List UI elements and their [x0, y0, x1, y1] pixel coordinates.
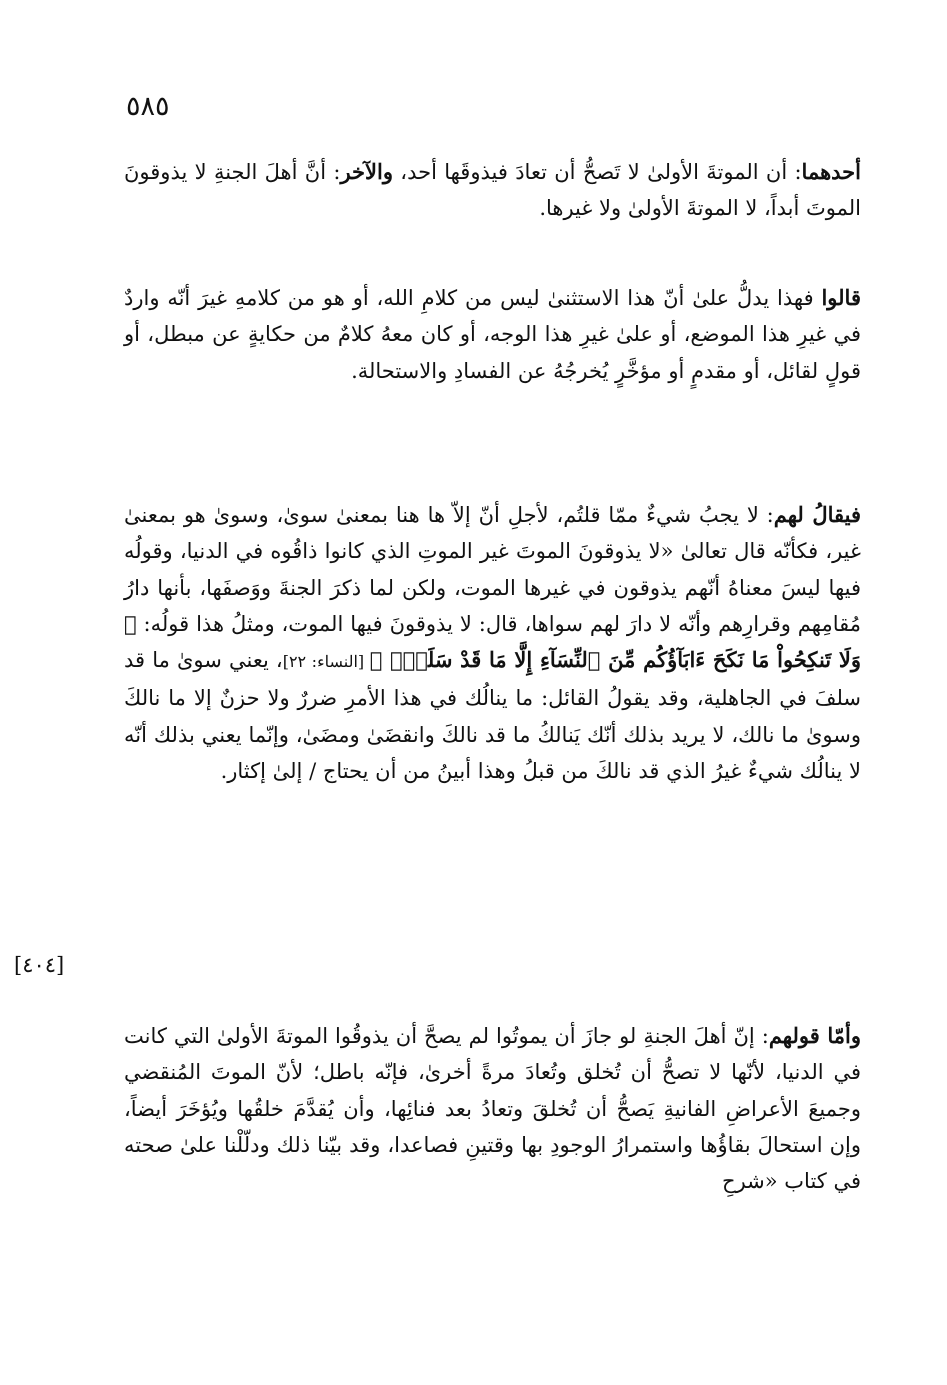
paragraph-1 [124, 154, 861, 227]
verse-reference: [النساء: ٢٢] [282, 652, 370, 672]
paragraph-text: : لا يجبُ شيءٌ ممّا قلتُم، لأجلِ أنّ إلاّ ها هنا بمعنىٰ سوىٰ، وسوىٰ هو بمعنىٰ غير، فكأنّه قال تعالىٰ «لا يذوقونَ الموتَ غير الموتِ الذي كانوا ذاقُوه في الدنيا، وقولُه فيها ليسَ معناهُ أنّهم يذوقون في غيرها الموت، ولكن لما ذكرَ الجنةَ ووَصفَها، بأنها دارُ مُقامِهم وقرارِهم وأنّه لا دارَ لهم سواها، قال: لا يذوقونَ فيها الموت، ومثلُ هذا قولُه: [124, 503, 861, 636]
paragraph-lead: قالوا [821, 285, 861, 310]
paragraph-text: : أنَّ أهلَ الجنةِ لا يذوقونَ الموتَ أبداً، لا الموتةَ الأولىٰ ولا غيرها. [124, 160, 861, 221]
paragraph-lead: أحدهما [801, 159, 861, 184]
paragraph-4 [124, 1018, 861, 1199]
page-number: ٥٨٥ [126, 91, 170, 122]
paragraph-lead: والآخر [340, 159, 393, 184]
paragraph-lead: وأمّا قولهم [768, 1023, 861, 1048]
paragraph-text: فهذا يدلُّ علىٰ أنّ هذا الاستثنىٰ ليس من كلامِ الله، أو هو من كلامهِ غيرَ أنّه واردٌ في غيرِ هذا الموضع، أو علىٰ غيرِ هذا الوجه، أو كان معهُ كلامٌ من حكايةٍ عن مبطل، أو قولٍ لقائل، أو مقدمٍ أو مؤخَّرٍ يُخرجُهُ عن الفسادِ والاستحالة. [124, 286, 861, 383]
paragraph-text: ، يعني سوىٰ ما قد سلفَ في الجاهلية، وقد يقولُ القائل: ما ينالُك في هذا الأمرِ ضررٌ ولا حزنٌ إلا ما نالكَ وسوىٰ ما نالك، لا يريد بذلك أنّك يَنالكُ ما قد نالكَ وانقضَىٰ ومضَىٰ، وإنّما يعني بذلك أنّه لا ينالُك شيءٌ غيرُ الذي قد نالكَ من قبلُ وهذا أبينُ من أن يحتاج / إلىٰ إكثار. [124, 648, 861, 784]
paragraph-2 [124, 280, 861, 389]
paragraph-3 [124, 497, 861, 789]
paragraph-lead: فيقالُ لهم [773, 502, 861, 527]
quran-verse: ﴿ وَلَا تَنكِحُواْ مَا نَكَحَ ءَابَآؤُكُم مِّنَ ٱلنِّسَآءِ إِلَّا مَا قَدْ سَلَفَۚ ﴾ [124, 610, 862, 673]
margin-page-marker: [٤٠٤] [14, 953, 65, 977]
paragraph-text: : إنّ أهلَ الجنةِ لو جازَ أن يموتُوا لم يصحَّ أن يذوقُوا الموتةَ الأولىٰ التي كانت في الدنيا، لأنّها لا تصحُّ أن تُخلق وتُعادَ مرةً أخرىٰ، فإنّه باطل؛ لأنّ الموتَ المُنقضي وجميعَ الأعراضِ الفانيةِ يَصحُّ أن تُخلقَ وتعادُ بعد فنائِها، وأن يُقدَّمَ خلقُها ويُؤخَرَ أيضاً، وإن استحالَ بقاؤُها واستمرارُ الوجودِ بها وقتينِ فصاعدا، وقد بيّنا ذلك ودلّلْنا علىٰ صحته في كتاب «شرحِ [124, 1024, 861, 1194]
paragraph-text: : أن الموتةَ الأولىٰ لا تَصحُّ أن تعادَ فيذوقَها أحد، [392, 160, 802, 184]
